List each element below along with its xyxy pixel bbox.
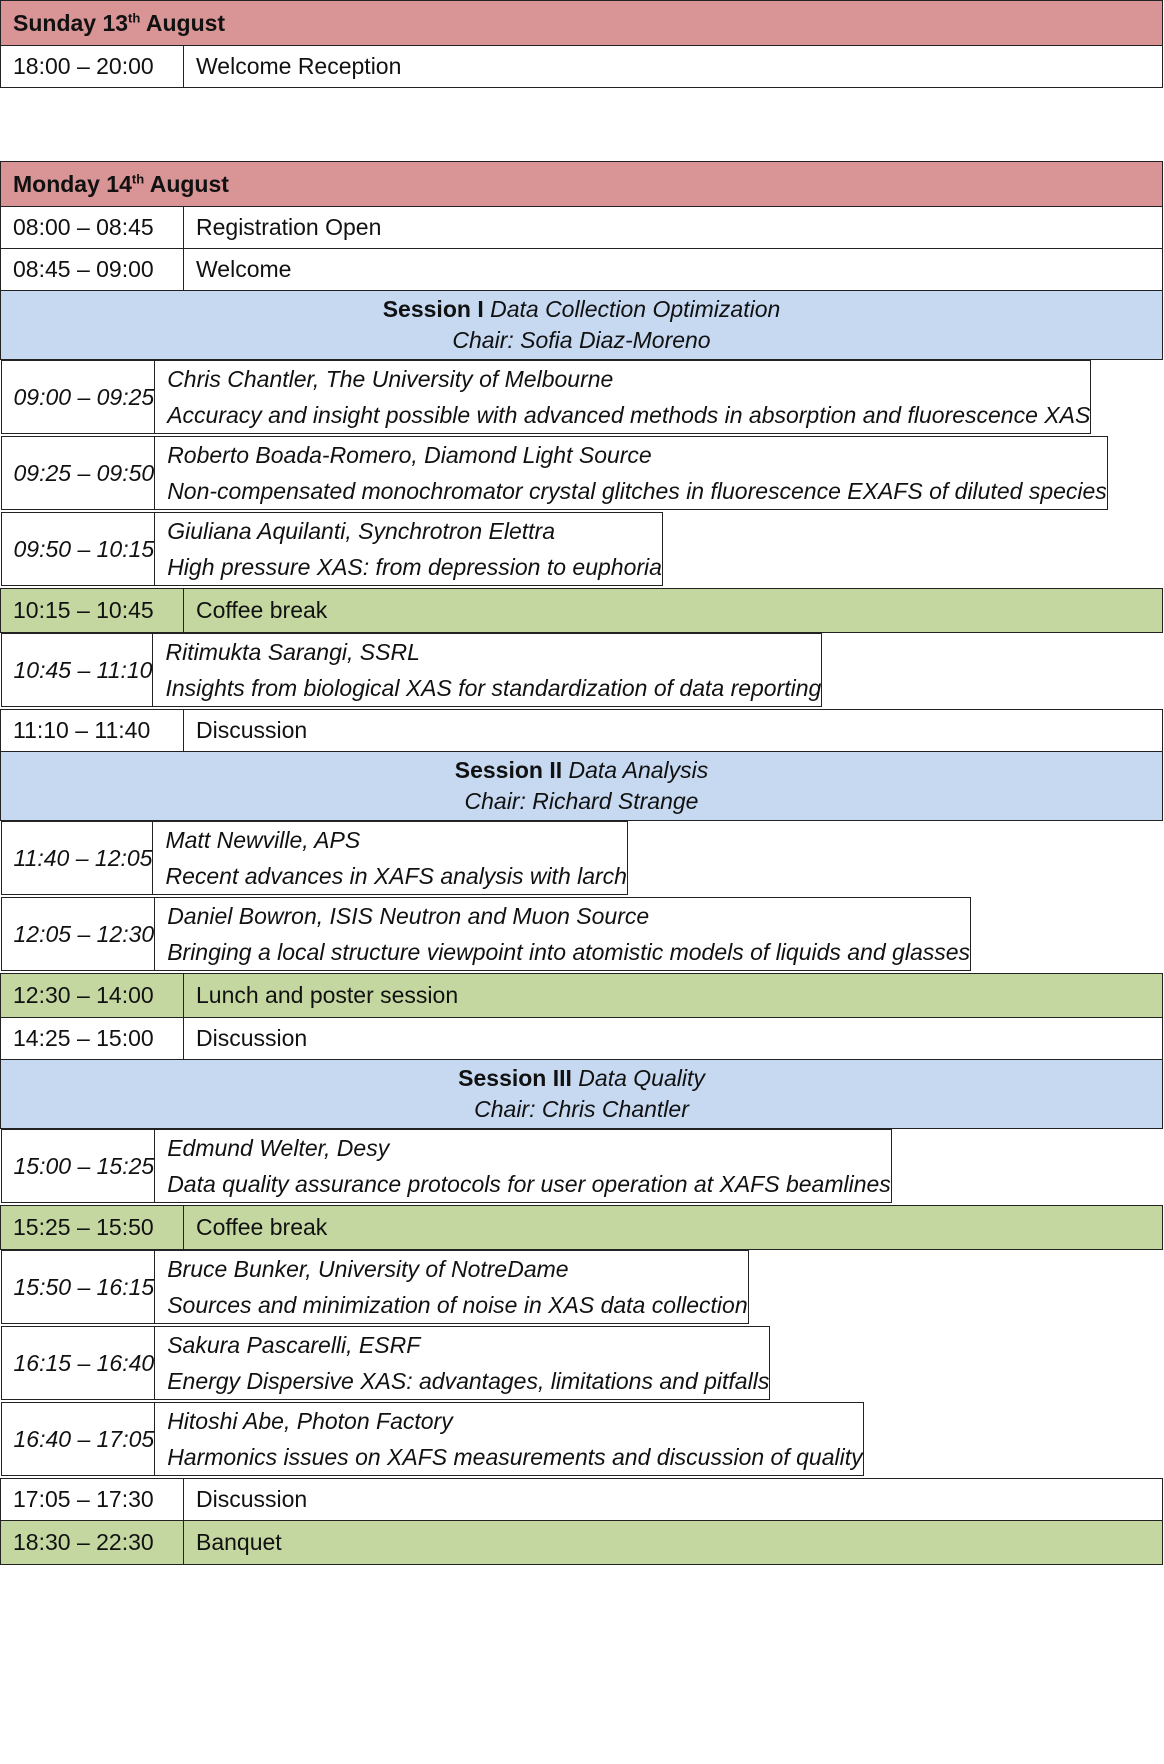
session-chair: Chair: Sofia Diaz-Moreno	[452, 327, 711, 353]
time-range: 10:15 – 10:45	[13, 597, 154, 623]
talk-row	[1, 633, 184, 709]
session-label: Session I	[382, 296, 484, 322]
schedule-row	[1, 249, 1163, 291]
time-cell	[1, 1479, 184, 1521]
time-range: 09:25 – 09:50	[13, 460, 155, 486]
description-cell	[184, 249, 1163, 291]
time-range: 16:40 – 17:05	[13, 1426, 155, 1452]
time-range: 11:10 – 11:40	[13, 717, 151, 743]
description-cell	[184, 1018, 1163, 1060]
description-cell	[184, 589, 1163, 633]
time-cell	[1, 207, 184, 249]
talk-title: Recent advances in XAFS analysis with larch	[165, 863, 627, 889]
talk-row	[1, 821, 184, 897]
time-cell	[1, 1521, 184, 1565]
description-cell	[155, 1403, 863, 1476]
session-row	[1, 1060, 1163, 1129]
talk-row	[1, 436, 184, 512]
speaker-name: Giuliana Aquilanti, Synchrotron Elettra	[167, 518, 555, 544]
session-label: Session II	[454, 757, 563, 783]
day-header-day: Monday 14	[13, 170, 132, 197]
schedule-table-monday	[0, 161, 1163, 1565]
session-row	[1, 752, 1163, 821]
event-name: Coffee break	[196, 1214, 328, 1240]
schedule-row	[1, 1018, 1163, 1060]
time-cell	[1, 1018, 184, 1060]
time-range: 16:15 – 16:40	[13, 1350, 155, 1376]
time-range: 18:00 – 20:00	[13, 53, 154, 79]
time-cell	[1, 437, 155, 510]
time-cell	[1, 634, 153, 707]
time-cell	[1, 361, 155, 434]
event-name: Registration Open	[196, 214, 382, 240]
day-header-ordinal: th	[131, 170, 145, 186]
speaker-name: Hitoshi Abe, Photon Factory	[167, 1408, 453, 1434]
session-heading	[1, 1060, 1163, 1129]
description-cell	[184, 1479, 1163, 1521]
day-header-day: Sunday 13	[13, 9, 129, 36]
schedule-table-sunday	[0, 0, 1163, 88]
description-cell	[155, 361, 1091, 434]
event-name: Discussion	[196, 1486, 308, 1512]
speaker-name: Edmund Welter, Desy	[167, 1135, 390, 1161]
description-cell	[155, 1251, 748, 1324]
talk-title: Insights from biological XAS for standardization of data reporting	[165, 675, 822, 701]
schedule-row	[1, 46, 1163, 88]
time-range: 09:50 – 10:15	[13, 536, 155, 562]
time-range: 15:00 – 15:25	[13, 1153, 155, 1179]
talk-title: Energy Dispersive XAS: advantages, limitations and pitfalls	[167, 1368, 770, 1394]
time-cell	[1, 974, 184, 1018]
talk-title: Data quality assurance protocols for user operation at XAFS beamlines	[167, 1171, 891, 1197]
event-name: Welcome	[196, 256, 292, 282]
talk-title: Non-compensated monochromator crystal glitches in fluorescence EXAFS of diluted species	[167, 478, 1107, 504]
schedule-row	[1, 1479, 1163, 1521]
break-row	[1, 1521, 1163, 1565]
talk-row	[1, 1326, 184, 1402]
time-cell	[1, 249, 184, 291]
time-cell	[1, 46, 184, 88]
event-name: Coffee break	[196, 597, 328, 623]
time-range: 09:00 – 09:25	[13, 384, 155, 410]
speaker-name: Matt Newville, APS	[165, 827, 361, 853]
time-range: 08:45 – 09:00	[13, 256, 154, 282]
break-row	[1, 974, 1163, 1018]
event-name: Discussion	[196, 1025, 308, 1051]
day-header-row	[1, 162, 1163, 207]
schedule-row	[1, 710, 1163, 752]
session-label: Session III	[458, 1065, 572, 1091]
time-range: 15:50 – 16:15	[13, 1274, 155, 1300]
time-range: 14:25 – 15:00	[13, 1025, 154, 1051]
event-name: Discussion	[196, 717, 308, 743]
description-cell	[155, 898, 971, 971]
time-range: 12:30 – 14:00	[13, 982, 154, 1008]
talk-title: Harmonics issues on XAFS measurements and discussion of quality	[167, 1444, 863, 1470]
description-cell	[184, 207, 1163, 249]
talk-title: Sources and minimization of noise in XAS data collection	[167, 1292, 748, 1318]
schedule-row	[1, 207, 1163, 249]
talk-row	[1, 512, 184, 588]
day-header-ordinal: th	[128, 9, 141, 25]
description-cell	[153, 634, 822, 707]
talk-title: High pressure XAS: from depression to euphoria	[167, 554, 662, 580]
session-chair: Chair: Richard Strange	[464, 788, 699, 814]
day-header-month: August	[149, 170, 229, 197]
talk-row	[1, 1250, 184, 1326]
day-header-month: August	[145, 9, 226, 36]
time-cell	[1, 1206, 184, 1250]
time-cell	[1, 1327, 155, 1400]
time-cell	[1, 1130, 155, 1203]
talk-row	[1, 1129, 184, 1205]
session-title: Data Quality	[578, 1065, 705, 1091]
time-range: 08:00 – 08:45	[13, 214, 154, 240]
description-cell	[155, 513, 663, 586]
description-cell	[184, 710, 1163, 752]
talk-row	[1, 360, 184, 436]
speaker-name: Chris Chantler, The University of Melbourne	[167, 366, 614, 392]
break-row	[1, 589, 1163, 633]
time-range: 10:45 – 11:10	[13, 657, 153, 683]
description-cell	[184, 1206, 1163, 1250]
day-header-row	[1, 1, 1163, 46]
time-cell	[1, 898, 155, 971]
description-cell	[184, 974, 1163, 1018]
event-name: Lunch and poster session	[196, 982, 459, 1008]
session-title: Data Analysis	[568, 757, 709, 783]
break-row	[1, 1206, 1163, 1250]
time-cell	[1, 1403, 155, 1476]
time-cell	[1, 1251, 155, 1324]
speaker-name: Bruce Bunker, University of NotreDame	[167, 1256, 569, 1282]
description-cell	[184, 46, 1163, 88]
time-cell	[1, 513, 155, 586]
time-range: 17:05 – 17:30	[13, 1486, 154, 1512]
session-chair: Chair: Chris Chantler	[474, 1096, 689, 1122]
time-range: 11:40 – 12:05	[13, 845, 153, 871]
time-range: 12:05 – 12:30	[13, 921, 155, 947]
description-cell	[184, 1521, 1163, 1565]
description-cell	[155, 437, 1108, 510]
time-cell	[1, 822, 153, 895]
description-cell	[155, 1327, 770, 1400]
speaker-name: Ritimukta Sarangi, SSRL	[165, 639, 420, 665]
session-heading	[1, 291, 1163, 360]
talk-row	[1, 897, 184, 973]
event-name: Banquet	[196, 1529, 282, 1555]
talk-row	[1, 1402, 184, 1478]
event-name: Welcome Reception	[196, 53, 402, 79]
speaker-name: Daniel Bowron, ISIS Neutron and Muon Source	[167, 903, 650, 929]
session-row	[1, 291, 1163, 360]
talk-title: Bringing a local structure viewpoint into atomistic models of liquids and glasses	[167, 939, 971, 965]
description-cell	[155, 1130, 892, 1203]
day-header	[1, 1, 1163, 46]
speaker-name: Roberto Boada-Romero, Diamond Light Source	[167, 442, 652, 468]
time-range: 18:30 – 22:30	[13, 1529, 154, 1555]
talk-title: Accuracy and insight possible with advanced methods in absorption and fluorescence XAS	[167, 402, 1091, 428]
speaker-name: Sakura Pascarelli, ESRF	[167, 1332, 421, 1358]
description-cell	[153, 822, 628, 895]
session-title: Data Collection Optimization	[490, 296, 781, 322]
day-header	[1, 162, 1163, 207]
time-cell	[1, 710, 184, 752]
session-heading	[1, 752, 1163, 821]
time-cell	[1, 589, 184, 633]
time-range: 15:25 – 15:50	[13, 1214, 154, 1240]
